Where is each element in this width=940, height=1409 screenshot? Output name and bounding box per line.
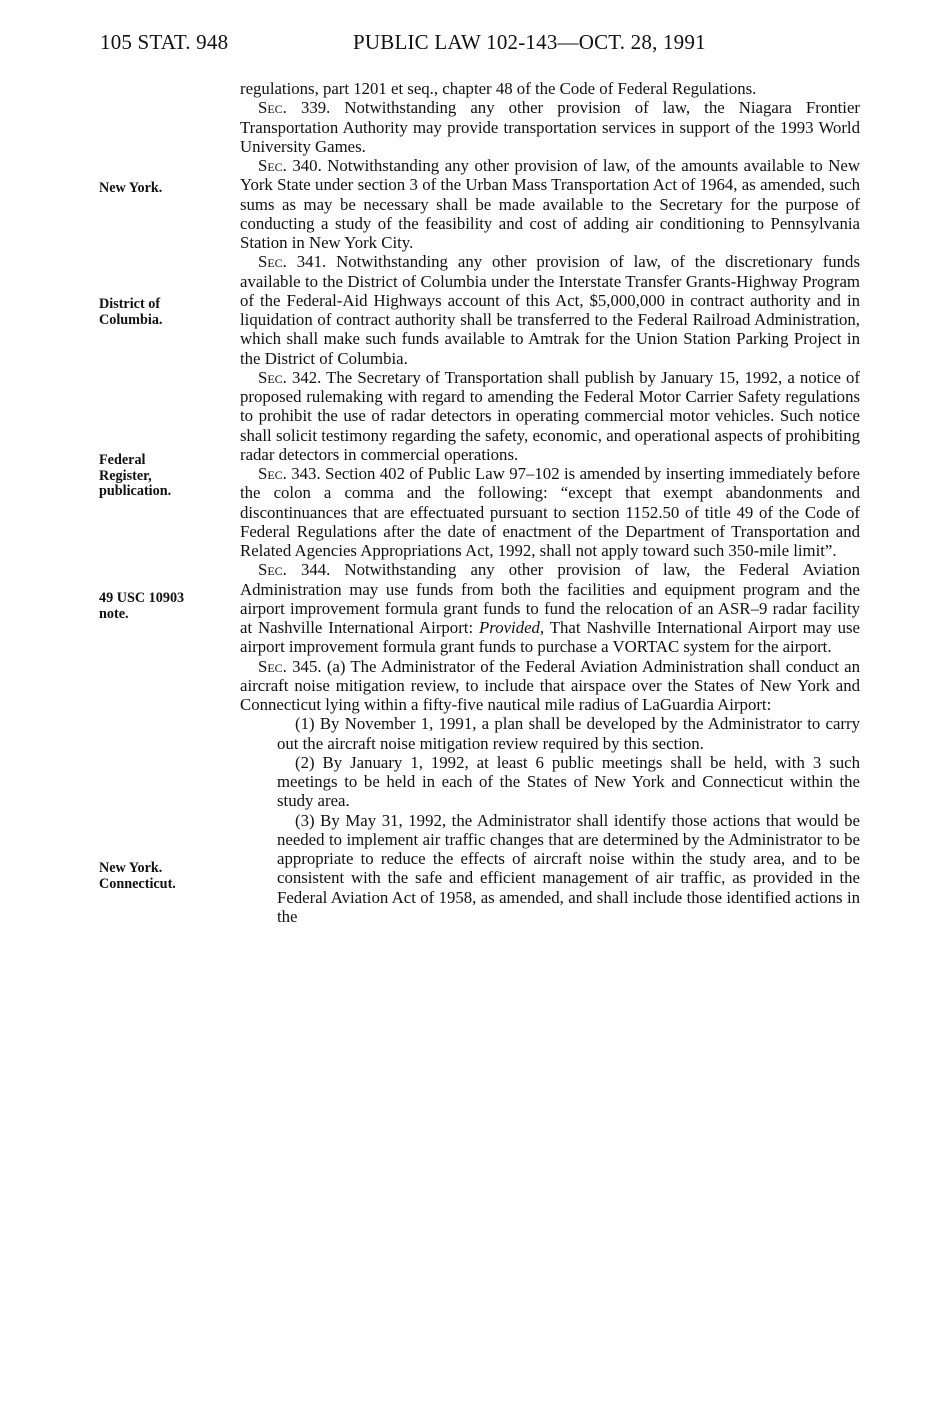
section-345: Sec. 345. (a) The Administrator of the Federal Aviation Administration shall conduct an aircraft noise mitigation review, to include that airspace over the States of New York and Connecticut lying within a fifty-five nautical mile radius of LaGuardia Airport: xyxy=(240,656,860,714)
section-345-item-3: (3) By May 31, 1992, the Administrator shall identify those actions that would be needed to implement air traffic changes that are determined by the Administrator to be appropriate to reduce the effects of aircraft noise within the study area, and to be consistent with the safe and efficient management of air traffic, as provided in the Federal Aviation Act of 1958, as amended, and shall include those identified actions in the xyxy=(277,810,860,926)
section-343: Sec. 343. Section 402 of Public Law 97–102 is amended by inserting immediately before the colon a comma and the following: “except that exempt abandonments and discontinuances that are effectuated pursuant to section 1152.50 of title 49 of the Code of Federal Regulations after the date of enactment of the Department of Transportation and Related Agencies Appropriations Act, 1992, shall not apply toward such 350-mile limit”. xyxy=(240,464,860,560)
margin-note-federal-register: Federal Register, publication. xyxy=(99,452,172,499)
section-340: Sec. 340. Notwithstanding any other provision of law, of the amounts available to New York State under section 3 of the Urban Mass Transportation Act of 1964, as amended, such sums as may be necessary shall be made available to the Secretary for the purpose of conducting a study of the feasibility and cost of adding air conditioning to Pennsylvania Station in New York City. xyxy=(240,156,860,252)
margin-note-49-usc: 49 USC 10903 note. xyxy=(99,590,185,622)
page-header xyxy=(100,30,706,55)
body-text xyxy=(240,79,860,926)
section-345-item-1: (1) By November 1, 1991, a plan shall be developed by the Administrator to carry out the aircraft noise mitigation review required by this section. xyxy=(277,714,860,753)
margin-note-new-york: New York. xyxy=(99,180,163,196)
margin-note-district-of-columbia: District of Columbia. xyxy=(99,296,163,328)
stat-page-reference: 105 STAT. 948 xyxy=(100,30,229,54)
section-342: Sec. 342. The Secretary of Transportation shall publish by January 15, 1992, a notice of proposed rulemaking with regard to amending the Federal Motor Carrier Safety regulations to prohibit the use of radar detectors in operating commercial motor vehicles. Such notice shall solicit testimony regarding the safety, economic, and operational aspects of prohibiting radar detectors in commercial operations. xyxy=(240,367,860,464)
section-341: Sec. 341. Notwithstanding any other provision of law, of the discretionary funds available to the District of Columbia under the Interstate Transfer Grants-Highway Program of the Federal-Aid Highways account of this Act, $5,000,000 in contract authority and in liquidation of contract authority shall be transferred to the Federal Railroad Administration, which shall make such funds available to Amtrak for the Union Station Parking Project in the District of Columbia. xyxy=(240,252,860,368)
provided-italic: Provided, xyxy=(479,618,545,637)
section-345-item-2: (2) By January 1, 1992, at least 6 public meetings shall be held, with 3 such meetings to be held in each of the States of New York and Connecticut within the study area. xyxy=(277,752,860,811)
section-344: Sec. 344. Notwithstanding any other provision of law, the Federal Aviation Administration may use funds from both the facilities and equipment program and the airport improvement formula grant funds to fund the relocation of an ASR–9 radar facility at Nashville International Airport: Provided, That Nashville International Airport may use airport improvement formula grant funds to purchase a VORTAC system for the airport. xyxy=(240,560,860,657)
section-339: Sec. 339. Notwithstanding any other provision of law, the Niagara Frontier Transportation Authority may provide transportation services in support of the 1993 World University Games. xyxy=(240,98,860,156)
public-law-title: PUBLIC LAW 102-143—OCT. 28, 1991 xyxy=(353,30,706,54)
continuation-paragraph: regulations, part 1201 et seq., chapter 48 of the Code of Federal Regulations. xyxy=(240,79,757,98)
margin-note-new-york-connecticut: New York. Connecticut. xyxy=(99,860,176,892)
